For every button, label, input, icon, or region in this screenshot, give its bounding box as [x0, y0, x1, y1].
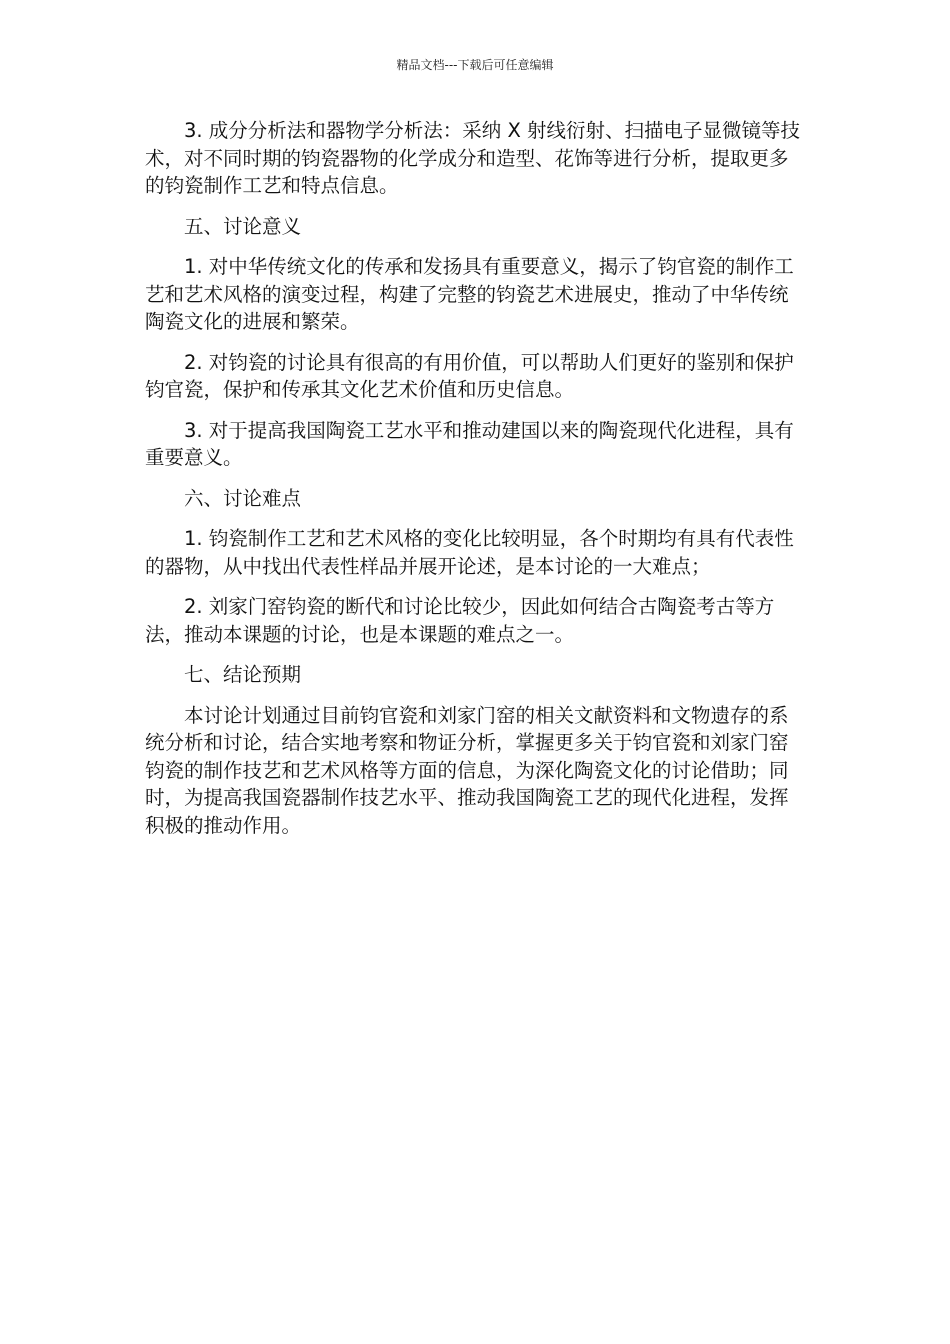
paragraph-significance-2: 2. 对钧瓷的讨论具有很高的有用价值，可以帮助人们更好的鉴别和保护钧官瓷，保护和传承其文化艺术价值和历史信息。	[145, 350, 794, 401]
document-body	[145, 117, 805, 852]
section-heading-significance: 五、讨论意义	[184, 214, 302, 238]
page-header: 精品文档---下载后可任意编辑	[396, 58, 554, 72]
paragraph-difficulty-1: 1. 钧瓷制作工艺和艺术风格的变化比较明显，各个时期均有具有代表性的器物，从中找出代表性样品并展开论述，是本讨论的一大难点；	[145, 527, 794, 578]
paragraph-significance-1: 1. 对中华传统文化的传承和发扬具有重要意义，揭示了钧官瓷的制作工艺和艺术风格的演变过程，构建了完整的钧瓷艺术进展史，推动了中华传统陶瓷文化的进展和繁荣。	[145, 255, 794, 333]
paragraph-significance-3: 3. 对于提高我国陶瓷工艺水平和推动建国以来的陶瓷现代化进程，具有重要意义。	[145, 418, 794, 469]
section-heading-conclusion: 七、结论预期	[184, 663, 302, 686]
section-heading-difficulties: 六、讨论难点	[184, 486, 302, 510]
paragraph-conclusion: 本讨论计划通过目前钧官瓷和刘家门窑的相关文献资料和文物遗存的系统分析和讨论，结合实地考察和物证分析，掌握更多关于钧官瓷和刘家门窑钧瓷的制作技艺和艺术风格等方面的信息，为深化陶瓷文化的讨论借助；同时，为提高我国瓷器制作技艺水平、推动我国陶瓷工艺的现代化进程，发挥积极的推动作用。	[145, 703, 789, 837]
paragraph-method-3: 3. 成分分析法和器物学分析法：采纳 X 射线衍射、扫描电子显微镜等技术，对不同时期的钧瓷器物的化学成分和造型、花饰等进行分析，提取更多的钧瓷制作工艺和特点信息。	[145, 119, 801, 197]
paragraph-difficulty-2: 2. 刘家门窑钧瓷的断代和讨论比较少，因此如何结合古陶瓷考古等方法，推动本课题的讨论，也是本课题的难点之一。	[145, 595, 775, 646]
